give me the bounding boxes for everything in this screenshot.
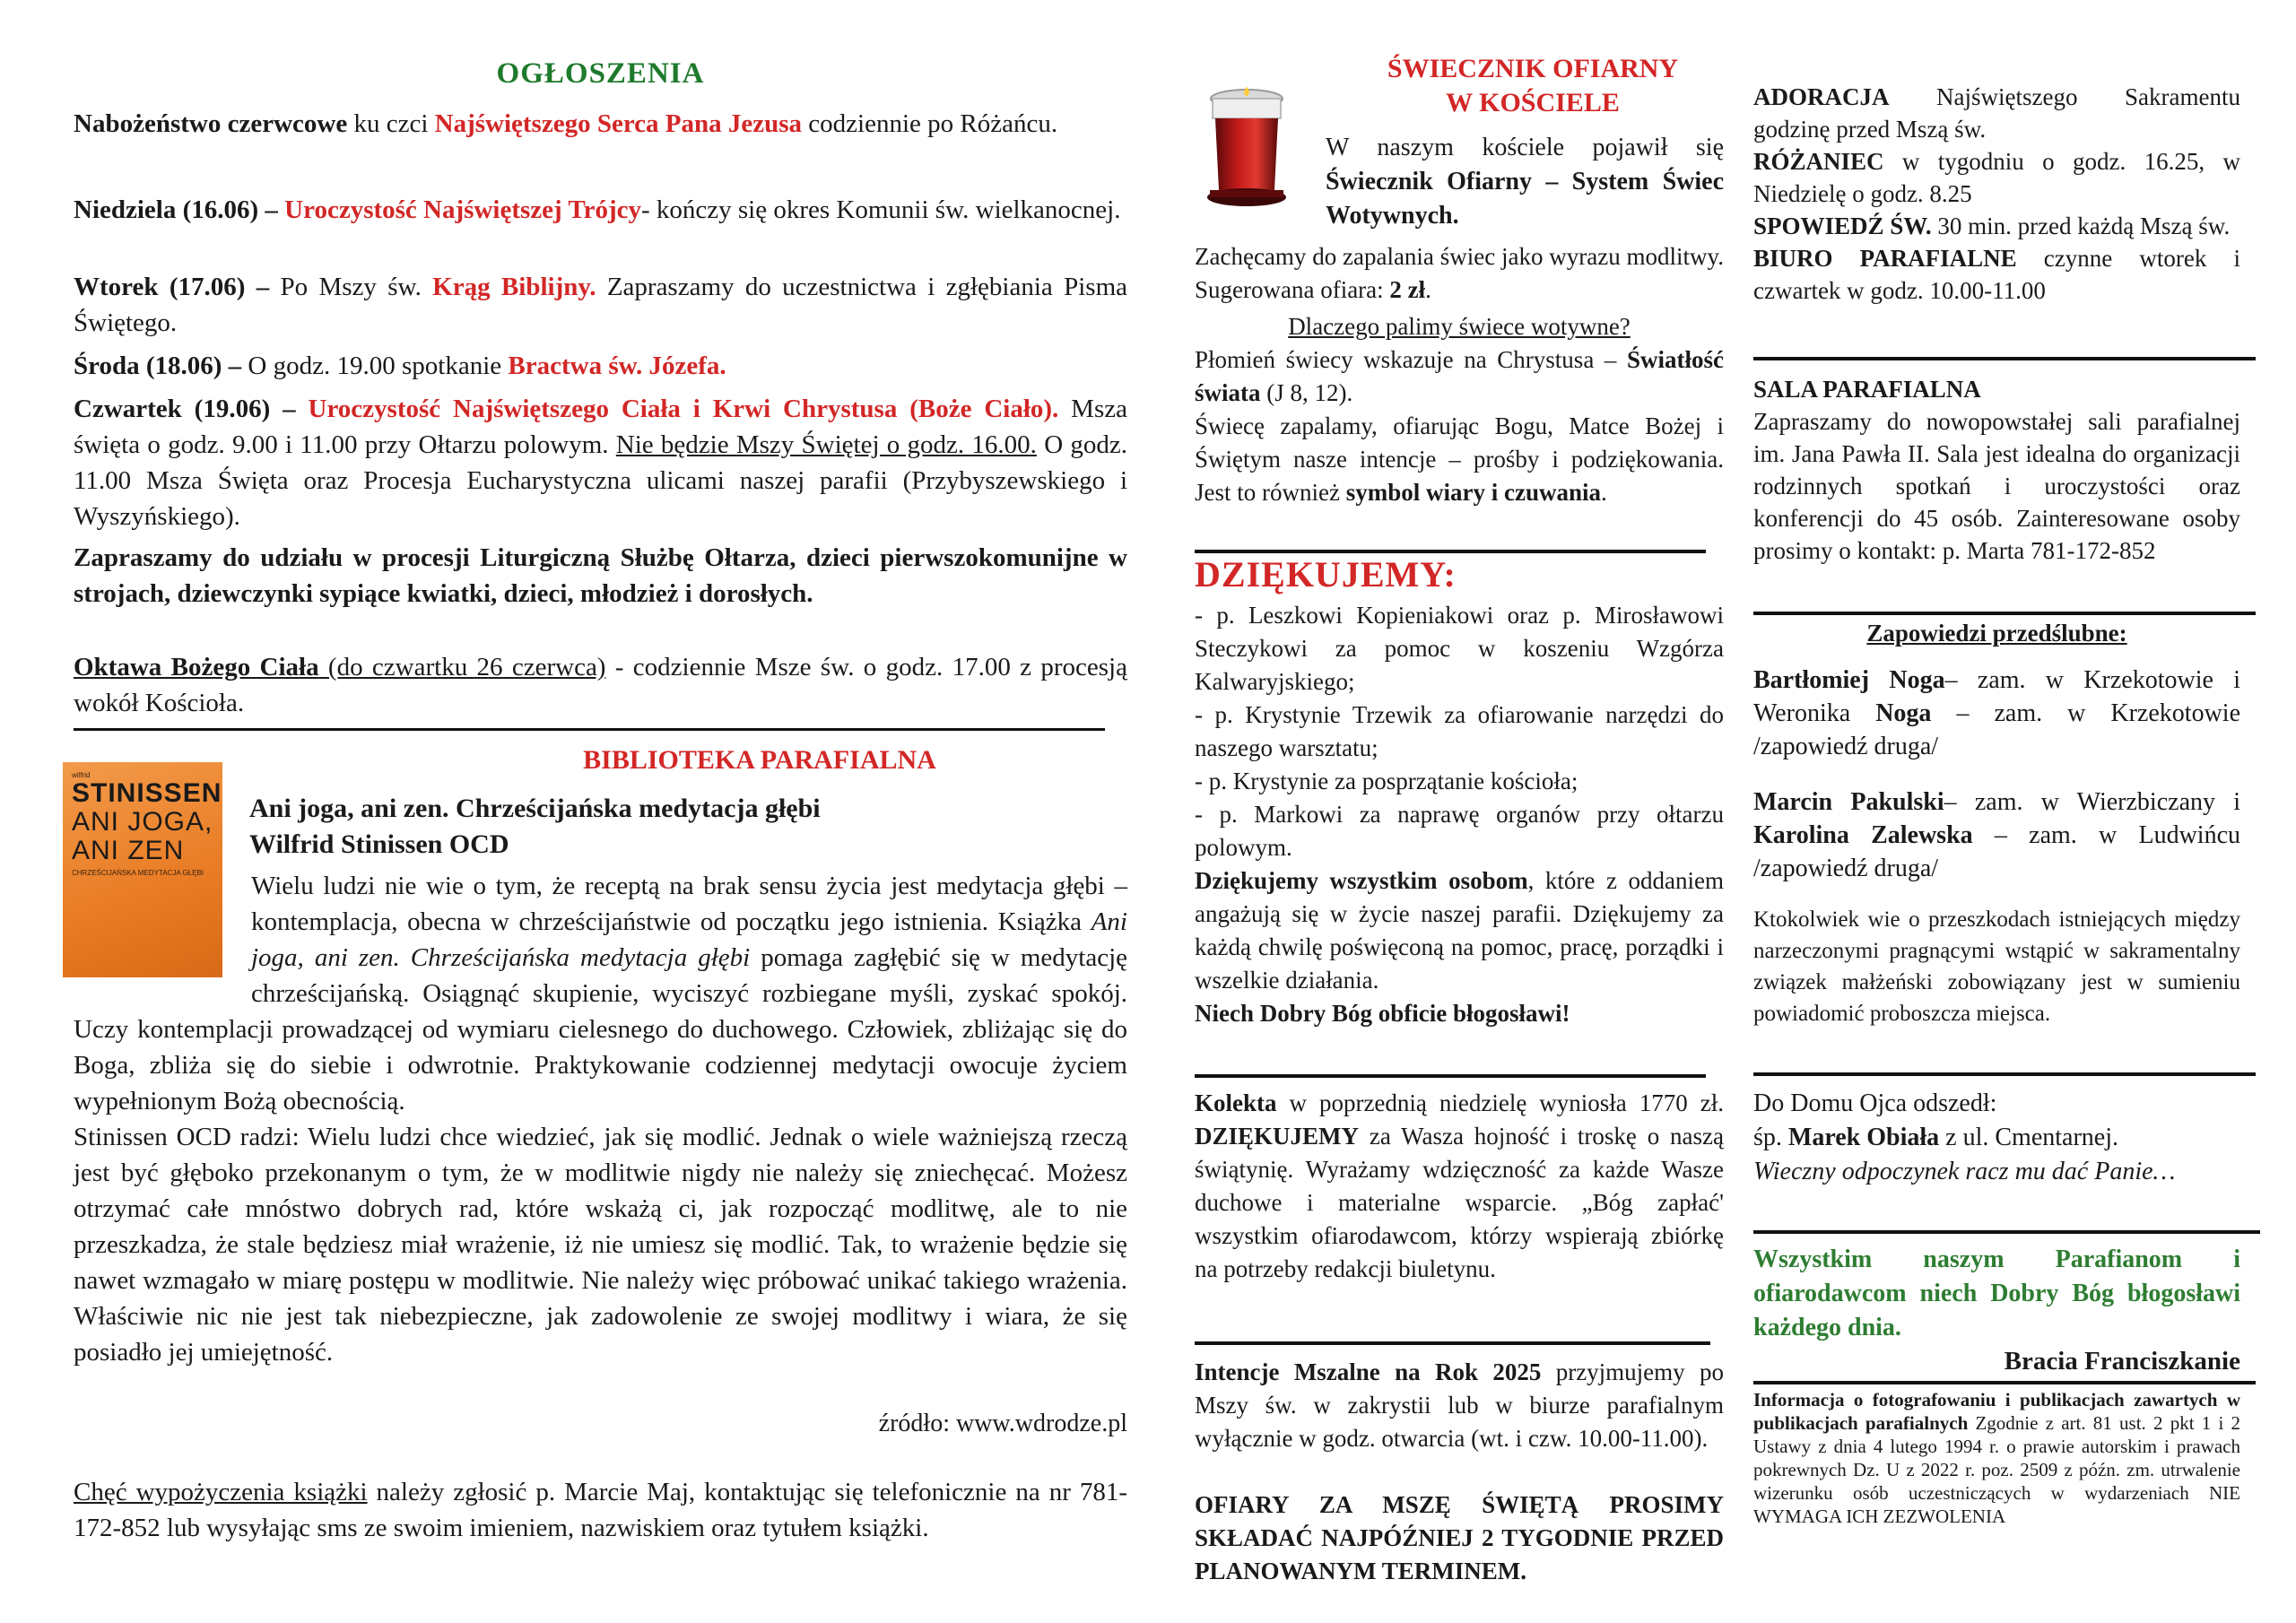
announcement-tuesday: Wtorek (17.06) – Po Mszy św. Krąg Biblijny. Zapraszamy do uczestnictwa i zgłębiania Pisma Świętego. <box>74 273 1127 337</box>
candle-title: ŚWIECZNIK OFIARNY W KOŚCIELE <box>1387 54 1679 117</box>
rosary-info: RÓŻANIEC w tygodniu o godz. 16.25, w Niedzielę o godz. 8.25 <box>1753 148 2240 207</box>
section-divider <box>1753 357 2256 360</box>
section-divider <box>1753 1230 2260 1234</box>
banns-note: Ktokolwiek wie o przeszkodach istniejących między narzeczonymi pragnącymi wstąpić w sakramentalny związek małżeński zobowiązany jest w sumieniu powiadomić proboszcza miejsca. <box>1753 907 2240 1026</box>
book-quote: Stinissen OCD radzi: Wielu ludzi chce wiedzieć, jak się modlić. Jednak o wiele ważniejszą rzeczą jest być głęboko przekonanym o tym, że w modlitwie nigdy nie należy się zniechęcać. Możesz otrzymać całe mnóstwo dobrych rad, które wskażą ci, jak rozpocząć modlitwę, ale to nie przeszkadza, że stale będziesz miał wrażenie, iż nie umiesz się modlić. Tak, to wrażenie będzie się nawet wzmagało w miarę postępu w modlitwie. Nie należy więc próbować unikać takiego wrażenia. Właściwie nic nie jest tak niebezpieczne, jak zadowolenie ze swojej modlitwy i wiara, że się posiadło jej umiejętność. <box>74 1123 1127 1367</box>
thanks-title: DZIĘKUJEMY: <box>1195 554 1457 595</box>
announcement-sunday: Niedziela (16.06) – Uroczystość Najświętszej Trójcy- kończy się okres Komunii św. wielkanocnej. <box>74 195 1121 224</box>
hall-title: SALA PARAFIALNA <box>1753 376 1981 403</box>
announcement-june-devotion: Nabożeństwo czerwcowe ku czci Najświętszego Serca Pana Jezusa codziennie po Różańcu. <box>74 109 1058 138</box>
adoration-info: ADORACJA Najświętszego Sakramentu godzinę przed Mszą św. <box>1753 83 2240 143</box>
banns-couple-1: Bartłomiej Noga– zam. w Krzekotowie i Weronika Noga – zam. w Krzekotowie /zapowiedź druga/ <box>1753 666 2240 760</box>
office-hours: BIURO PARAFIALNE czynne wtorek i czwartek w godz. 10.00-11.00 <box>1753 245 2240 304</box>
loan-info: Chęć wypożyczenia książki należy zgłosić p. Marcie Maj, kontaktując się telefonicznie na nr 781-172-852 lub wysyłając sms ze swoim imieniem, nazwiskiem oraz tytułem książki. <box>74 1478 1127 1542</box>
announcement-octave: Oktawa Bożego Ciała (do czwartku 26 czerwca) - codziennie Msze św. o godz. 17.00 z procesją wokół Kościoła. <box>74 653 1127 717</box>
photo-legal-notice: Informacja o fotografowaniu i publikacjach zawartych w publikacjach parafialnych Zgodnie z art. 81 ust. 2 pkt 1 i 2 Ustawy z dnia 4 lutego 1994 r. o prawie autorskim i prawach pokrewnych Dz. U z 2022 r. poz. 2509 z późn. zm. utrwalenie wizerunku osób uczestniczących w wydarzeniach NIE WYMAGA ICH ZEZWOLENIA <box>1753 1389 2240 1527</box>
thanks-item: - p. Krystynie za posprzątanie kościoła; <box>1195 768 1578 794</box>
book-author: Wilfrid Stinissen OCD <box>249 829 509 859</box>
loan-link[interactable]: Chęć wypożyczenia książki <box>74 1478 368 1506</box>
section-divider <box>1753 1381 2256 1384</box>
signature: Bracia Franciszkanie <box>2004 1347 2240 1376</box>
blessing: Niech Dobry Bóg obficie błogosławi! <box>1195 1000 1570 1027</box>
source-credit: źródło: www.wdrodze.pl <box>878 1410 1127 1437</box>
library-title: BIBLIOTEKA PARAFIALNA <box>583 745 936 775</box>
candle-offering: Zachęcamy do zapalania świec jako wyrazu modlitwy. Sugerowana ofiara: 2 zł. <box>1195 243 1724 303</box>
thanks-all: Dziękujemy wszystkim osobom, które z oddaniem angażują się w życie naszej parafii. Dziękujemy za każdą chwilę poświęconą na pomoc, pracę, porządki i wszelkie działania. <box>1195 867 1724 994</box>
book-cover-image: wilfrid STINISSEN ANI JOGA, ANI ZEN CHRZEŚCIJAŃSKA MEDYTACJA GŁĘBI <box>63 762 222 977</box>
candle-why-heading: Dlaczego palimy świece wotywne? <box>1288 313 1631 340</box>
hall-text: Zapraszamy do nowopowstałej sali parafialnej im. Jana Pawła II. Sala jest idealna do organizacji rodzinnych spotkań i uroczystości oraz konferencji do 45 osób. Zainteresowane osoby prosimy o kontakt: p. Marta 781-172-852 <box>1753 408 2240 564</box>
thanks-item: - p. Markowi za naprawę organów przy ołtarzu polowym. <box>1195 801 1724 861</box>
candle-intentions: Świecę zapalamy, ofiarując Bogu, Matce Bożej i Świętym nasze intencje – prośby i podziękowania. Jest to również symbol wiary i czuwania. <box>1195 412 1724 506</box>
schedule-block <box>1753 81 2240 307</box>
section-divider <box>1195 1074 1706 1078</box>
mass-intentions-deadline: OFIARY ZA MSZĘ ŚWIĘTĄ PROSIMY SKŁADAĆ NAJPÓŹNIEJ 2 TYGODNIE PRZED PLANOWANYM TERMINEM. <box>1195 1491 1724 1584</box>
cover-float-space <box>74 868 251 983</box>
section-divider <box>1195 550 1706 553</box>
candle-christ-light: Płomień świecy wskazuje na Chrystusa – Światłość świata (J 8, 12). <box>1195 346 1724 406</box>
collection-info: Kolekta w poprzednią niedzielę wyniosła 1770 zł. DZIĘKUJEMY za Wasza hojność i troskę o naszą świątynię. Wyrażamy wdzięczność za każde Wasze duchowe i materialne wsparcie. „Bóg zapłać' wszystkim ofiarodawcom, którzy wspierają zbiórkę na potrzeby redakcji biuletynu. <box>1195 1089 1724 1282</box>
banns-couple-2: Marcin Pakulski– zam. w Wierzbiczany i Karolina Zalewska – zam. w Ludwińcu /zapowiedź druga/ <box>1753 788 2241 882</box>
candle-intro: W naszym kościele pojawił się Świecznik Ofiarny – System Świec Wotywnych. <box>1326 134 1724 230</box>
obituary: Do Domu Ojca odszedł: śp. Marek Obiała z ul. Cmentarnej. Wieczny odpoczynek racz mu dać Panie… <box>1753 1089 2176 1185</box>
announcement-thursday: Czwartek (19.06) – Uroczystość Najświętszego Ciała i Krwi Chrystusa (Boże Ciało). Msza święta o godz. 9.00 i 11.00 przy Ołtarzu polowym. Nie będzie Mszy Świętej o godz. 16.00. O godz. 11.00 Msza Święta oraz Procesja Eucharystyczna ulicami naszej parafii (Przybyszewskiego i Wyszyńskiego). <box>74 395 1128 531</box>
thanks-item: - p. Krystynie Trzewik za ofiarowanie narzędzi do naszego warsztatu; <box>1195 701 1724 761</box>
banns-title: Zapowiedzi przedślubne: <box>1866 620 2127 647</box>
section-divider <box>1753 1072 2256 1076</box>
book-title: Ani joga, ani zen. Chrześcijańska medytacja głębi <box>249 794 821 823</box>
book-heading <box>249 791 1057 863</box>
confession-info: SPOWIEDŹ ŚW. 30 min. przed każdą Mszą św. <box>1753 213 2231 239</box>
announcements-title: OGŁOSZENIA <box>496 57 705 90</box>
thanks-list <box>1195 599 1724 1030</box>
book-description: Wielu ludzi nie wie o tym, że receptą na brak sensu życia jest medytacja głębi – kontemplacja, obecna w chrześcijaństwie od początku jego istnienia. Książka Ani joga, ani zen. Chrześcijańska medytacja głębi pomaga zagłębić się w medytację chrześcijańską. Osiągnąć skupienie, wyciszyć rozbiegane myśli, zyskać spokój. Uczy kontemplacji prowadzącej od wymiaru cielesnego do duchowego. Człowiek, zbliżając się do Boga, zbliża się do siebie i odwrotnie. Praktykowanie codziennej medytacji owocuje życiem wypełnionym Bożą obecnością. Stinissen OCD radzi: Wielu ludzi chce wiedzieć, jak się modlić. Jednak o wiele ważniejszą rzeczą jest być głęboko przekonanym o tym, że w modlitwie nigdy nie należy się zniechęcać. Możesz otrzymać całe mnóstwo dobrych rad, które wskażą ci, jak rozpocząć modlitwę, ale to nie przeszkadza, że stale będziesz miał wrażenie, iż nie umiesz się modlić. Tak, to wrażenie będzie się nawet wzmagało w miarę postępu w modlitwie. Nie należy więc próbować unikać takiego wrażenia. Właściwie nic nie jest tak niebezpieczne, jak zadowolenie ze swojej modlitwy i wiara, że się posiadło jej umiejętność. <box>74 868 1127 1370</box>
votive-candle-image <box>1197 82 1296 215</box>
thanks-item: - p. Leszkowi Kopieniakowi oraz p. Mirosławowi Steczykowi za pomoc w koszeniu Wzgórza Kalwaryjskiego; <box>1195 602 1724 695</box>
closing-wishes: Wszystkim naszym Parafianom i ofiarodawcom niech Dobry Bóg błogosławi każdego dnia. <box>1753 1245 2240 1341</box>
section-divider <box>1753 612 2256 615</box>
section-divider <box>1195 1341 1710 1345</box>
announcement-procession-invite: Zapraszamy do udziału w procesji Liturgiczną Służbę Ołtarza, dzieci pierwszokomunijne w strojach, dziewczynki sypiące kwiatki, dzieci, młodzież i dorosłych. <box>74 543 1127 608</box>
section-divider <box>74 728 1105 731</box>
mass-intentions: Intencje Mszalne na Rok 2025 przyjmujemy po Mszy św. w zakrystii lub w biurze parafialnym wyłącznie w godz. otwarcia (wt. i czw. 10.00-11.00). <box>1195 1358 1725 1452</box>
announcement-wednesday: Środa (18.06) – O godz. 19.00 spotkanie Bractwa św. Józefa. <box>74 352 726 380</box>
